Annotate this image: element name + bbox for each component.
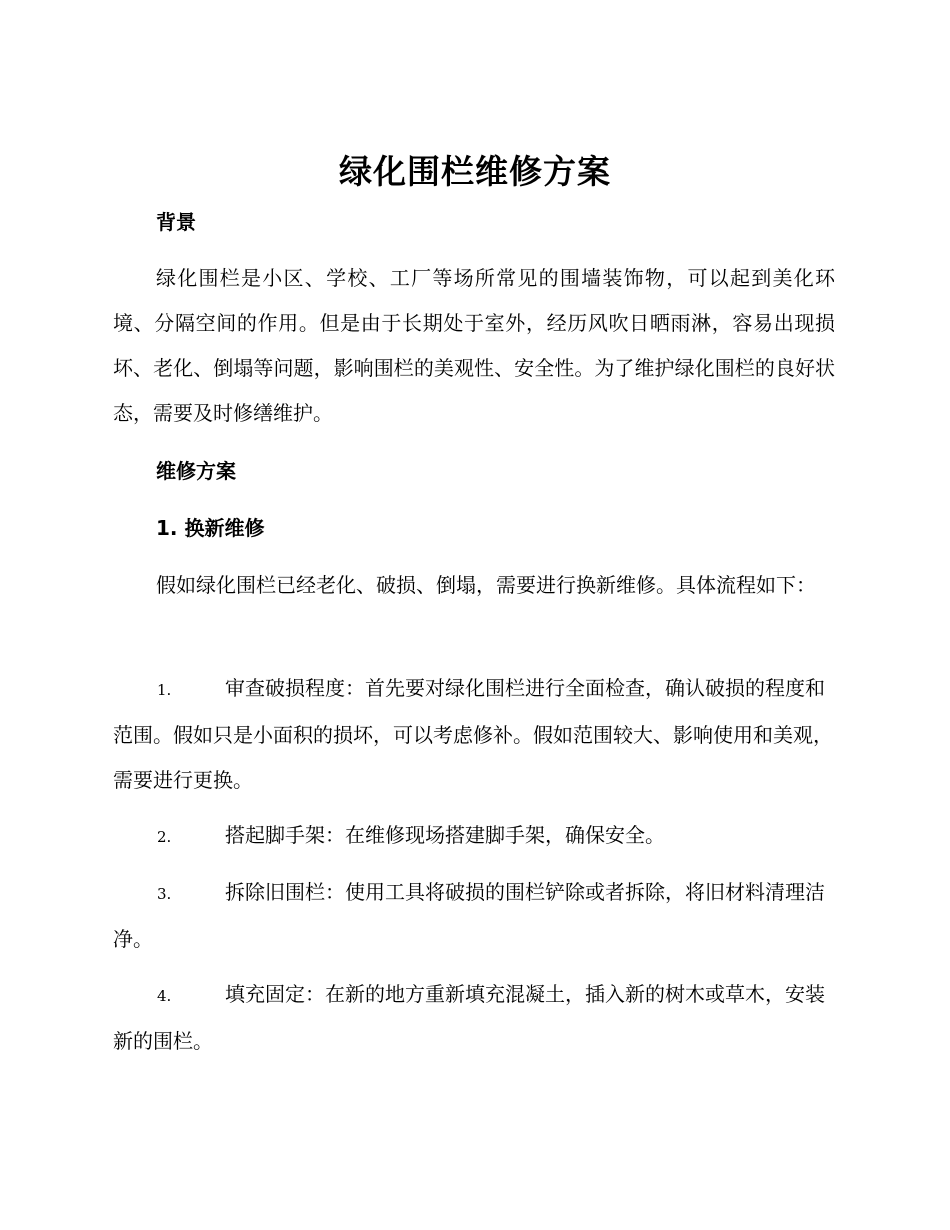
step-item xyxy=(113,813,835,860)
plan-heading: 维修方案 xyxy=(156,459,236,483)
background-heading: 背景 xyxy=(156,210,196,234)
document-title: 绿化围栏维修方案 xyxy=(339,152,611,191)
step-text: 拆除旧围栏：使用工具将破损的围栏铲除或者拆除，将旧材料清理洁净。 xyxy=(113,880,825,951)
step-text: 搭起脚手架：在维修现场搭建脚手架，确保安全。 xyxy=(225,823,665,847)
step-number: 4. xyxy=(157,987,172,1005)
step-number: 1. xyxy=(157,681,172,699)
step-number: 2. xyxy=(157,828,172,846)
background-paragraph: 绿化围栏是小区、学校、工厂等场所常见的围墙装饰物，可以起到美化环境、分隔空间的作用。但是由于长期处于室外，经历风吹日晒雨淋，容易出现损坏、老化、倒塌等问题，影响围栏的美观性、安全性。为了维护绿化围栏的良好状态，需要及时修缮维护。 xyxy=(113,266,835,425)
step-item xyxy=(113,870,835,962)
step-item xyxy=(113,972,835,1064)
step-text: 填充固定：在新的地方重新填充混凝土，插入新的树木或草木，安装新的围栏。 xyxy=(113,982,825,1053)
step-number: 3. xyxy=(157,885,172,903)
sub-heading-replace-repair: 1. 换新维修 xyxy=(156,516,265,540)
step-item xyxy=(113,666,835,803)
step-text: 审查破损程度：首先要对绿化围栏进行全面检查，确认破损的程度和范围。假如只是小面积的损坏，可以考虑修补。假如范围较大、影响使用和美观，需要进行更换。 xyxy=(113,676,833,792)
intro-paragraph: 假如绿化围栏已经老化、破损、倒塌，需要进行换新维修。具体流程如下： xyxy=(156,573,816,597)
